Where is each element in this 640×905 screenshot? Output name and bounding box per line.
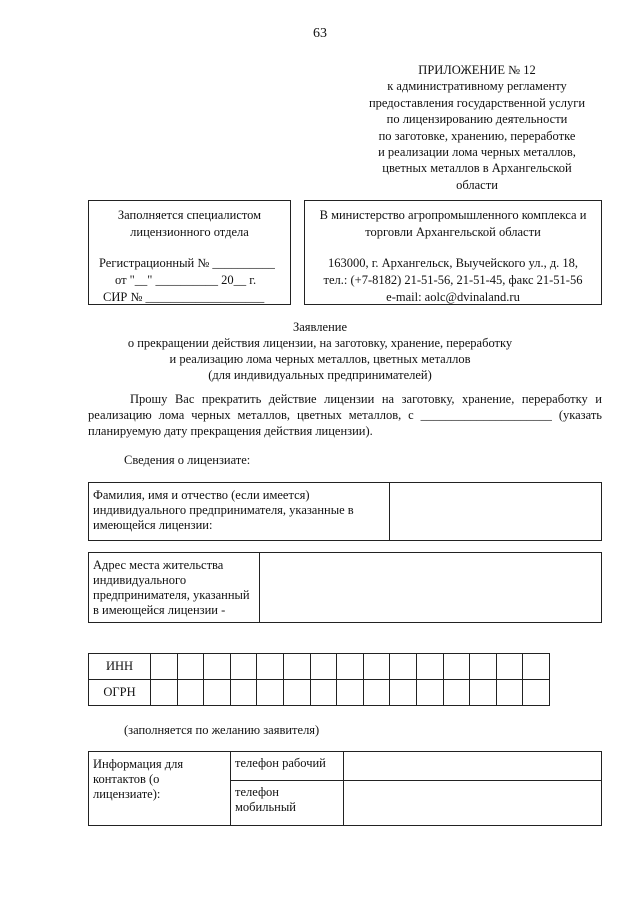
inn-ogrn-table [88, 653, 550, 706]
inn-digit-cell[interactable] [470, 654, 497, 680]
label-line: контактов (о [93, 772, 160, 786]
page-number: 63 [313, 26, 327, 41]
inn-digit-cell[interactable] [230, 654, 257, 680]
ogrn-digit-cell[interactable] [230, 680, 257, 706]
annex-line: ПРИЛОЖЕНИЕ № 12 [418, 63, 536, 77]
work-phone-label: телефон рабочий [231, 752, 344, 781]
label-line: Фамилия, имя и отчество (если имеется) [93, 488, 310, 502]
annex-line: по лицензированию деятельности [386, 112, 568, 127]
inn-digit-cell[interactable] [443, 654, 470, 680]
inn-label: ИНН [89, 654, 151, 680]
label-line: в имеющейся лицензии - [93, 603, 226, 617]
inn-digit-cell[interactable] [151, 654, 178, 680]
registration-date-field[interactable]: от "__" __________ 20__ г. [115, 273, 257, 287]
specialist-line2: лицензионного отдела [130, 225, 249, 239]
licensee-name-label [89, 483, 390, 541]
annex-line: предоставления государственной услуги [368, 95, 586, 110]
ogrn-digit-cell[interactable] [390, 680, 417, 706]
inn-digit-cell[interactable] [257, 654, 284, 680]
inn-digit-cell[interactable] [204, 654, 231, 680]
ogrn-digit-cell[interactable] [363, 680, 390, 706]
label-line: телефон [235, 785, 279, 799]
specialist-line1: Заполняется специалистом [117, 208, 262, 222]
label-line: индивидуального предпринимателя, указанные в [93, 503, 354, 517]
ogrn-digit-cell[interactable] [151, 680, 178, 706]
registration-number-field[interactable]: Регистрационный № __________ [99, 256, 275, 270]
ogrn-row [89, 680, 550, 706]
label-line: предпринимателя, указанный [93, 588, 250, 602]
label-line: Информация для [93, 757, 184, 771]
ministry-line1: В министерство агропромышленного комплекса и [319, 208, 587, 222]
inn-digit-cell[interactable] [283, 654, 310, 680]
mobile-phone-label [231, 781, 344, 826]
label-line: индивидуального [93, 573, 187, 587]
inn-digit-cell[interactable] [310, 654, 337, 680]
inn-digit-cell[interactable] [363, 654, 390, 680]
statement-subtitle-line: и реализацию лома черных металлов, цветных металлов [169, 352, 471, 366]
label-line: имеющейся лицензии: [93, 518, 213, 532]
ogrn-digit-cell[interactable] [177, 680, 204, 706]
inn-digit-cell[interactable] [496, 654, 523, 680]
ogrn-digit-cell[interactable] [257, 680, 284, 706]
inn-digit-cell[interactable] [337, 654, 364, 680]
licensee-address-value[interactable] [260, 553, 602, 623]
inn-digit-cell[interactable] [390, 654, 417, 680]
ogrn-label: ОГРН [89, 680, 151, 706]
licensee-address-label [89, 553, 260, 623]
mobile-phone-value[interactable] [344, 781, 602, 826]
label-line: мобильный [235, 800, 296, 814]
ogrn-digit-cell[interactable] [416, 680, 443, 706]
label-line: Адрес места жительства [93, 558, 224, 572]
statement-title: Заявление [292, 320, 347, 334]
ogrn-digit-cell[interactable] [523, 680, 550, 706]
ogrn-digit-cell[interactable] [496, 680, 523, 706]
annex-line: по заготовке, хранению, переработке [378, 128, 576, 143]
licensee-name-value[interactable] [390, 483, 602, 541]
inn-digit-cell[interactable] [523, 654, 550, 680]
ogrn-digit-cell[interactable] [310, 680, 337, 706]
ogrn-digit-cell[interactable] [443, 680, 470, 706]
work-phone-value[interactable] [344, 752, 602, 781]
ministry-phone: тел.: (+7-8182) 21-51-56, 21-51-45, факс 21-51-56 [323, 273, 583, 287]
licensee-name-table [88, 482, 602, 541]
inn-digit-cell[interactable] [416, 654, 443, 680]
optional-note: (заполняется по желанию заявителя) [124, 723, 320, 737]
request-paragraph [88, 391, 602, 439]
inn-digit-cell[interactable] [177, 654, 204, 680]
statement-subtitle-line: о прекращении действия лицензии, на заготовку, хранение, переработку [127, 336, 513, 350]
inn-row [89, 654, 550, 680]
request-text: Прошу Вас прекратить действие лицензии на заготовку, хранение, переработку и реализацию лома черных металлов, цветных металлов, с _____________________ (указать планируемую дату прекращения действия лицензии). [88, 392, 602, 438]
ogrn-digit-cell[interactable] [470, 680, 497, 706]
label-line: лицензиате): [93, 787, 161, 801]
annex-line: к административному регламенту [387, 79, 567, 94]
annex-header [352, 62, 602, 193]
ministry-email: e-mail: aolc@dvinaland.ru [386, 290, 520, 304]
contact-label [89, 752, 231, 826]
annex-line: цветных металлов в Архангельской [382, 161, 572, 176]
ogrn-digit-cell[interactable] [283, 680, 310, 706]
ministry-line2: торговли Архангельской области [365, 225, 541, 239]
contact-table [88, 751, 602, 826]
annex-line: и реализации лома черных металлов, [378, 145, 576, 160]
specialist-box [88, 200, 291, 305]
licensee-info-header: Сведения о лицензиате: [124, 453, 251, 467]
statement-title-block [0, 319, 640, 383]
ministry-box [304, 200, 602, 305]
licensee-address-table [88, 552, 602, 623]
ministry-address: 163000, г. Архангельск, Выучейского ул., д. 18, [327, 256, 579, 270]
annex-line: области [456, 177, 498, 192]
sir-number-field[interactable]: СИР № ___________________ [103, 290, 265, 304]
ogrn-digit-cell[interactable] [204, 680, 231, 706]
statement-subtitle-line: (для индивидуальных предпринимателей) [208, 368, 432, 382]
ogrn-digit-cell[interactable] [337, 680, 364, 706]
